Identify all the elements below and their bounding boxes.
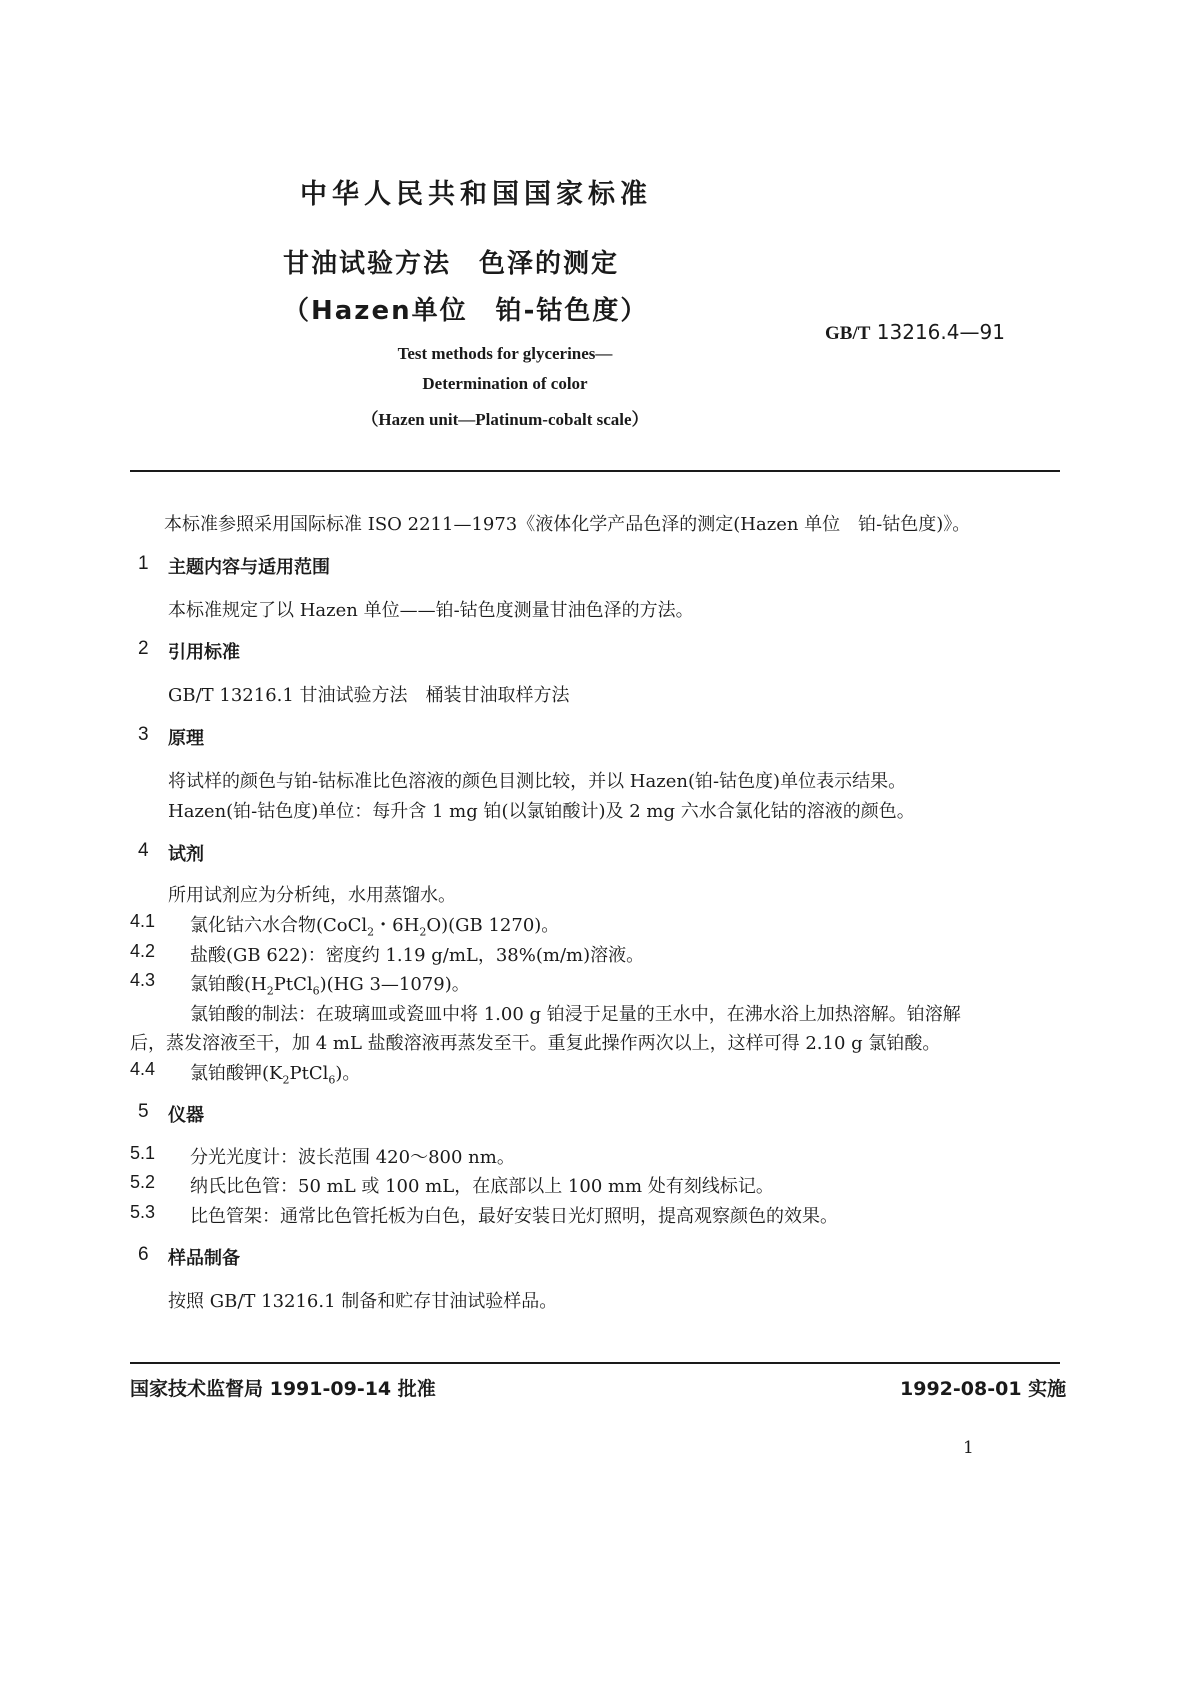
footer-divider	[130, 1362, 1060, 1364]
section-6-number: 6	[138, 1244, 149, 1265]
item-4-1-text: 氯化钴六水合物(CoCl$_2$・$6H_2O)(GB$ 1270)。	[190, 915, 560, 939]
standard-number	[825, 320, 1005, 345]
intro-paragraph: 本标准参照采用国际标准 ISO 2211—1973《液体化学产品色泽的测定(Hazen 单位 铂-钴色度)》。	[164, 514, 971, 535]
header-divider	[130, 470, 1060, 472]
item-5-1-number: 5.1	[130, 1143, 156, 1163]
section-3-text-line2: Hazen(铂-钴色度)单位：每升含 1 mg 铂(以氯铂酸计)及 2 mg 六水合氯化钴的溶液的颜色。	[168, 801, 915, 822]
item-4-3-number: 4.3	[130, 970, 156, 990]
item-4-3-text: 氯铂酸$(H_2PtCl_6)(HG$ 3—1079)。	[190, 974, 470, 998]
english-title-line3: （Hazen unit—Platinum-cobalt scale）	[361, 410, 649, 429]
document-title-line2: （Hazen单位 铂-钴色度）	[283, 296, 649, 326]
item-4-4-number: 4.4	[130, 1059, 156, 1079]
item-4-3-prep-line2: 后，蒸发溶液至干，加 4 mL 盐酸溶液再蒸发至干。重复此操作两次以上，这样可得 2.10 g 氯铂酸。	[130, 1033, 941, 1054]
item-5-3-number: 5.3	[130, 1202, 156, 1222]
item-4-4-text: 氯铂酸钾$(K_2PtCl_6)$。	[190, 1063, 361, 1087]
document-title-line1: 甘油试验方法 色泽的测定	[283, 249, 620, 279]
item-5-2-number: 5.2	[130, 1172, 156, 1192]
section-1-number: 1	[138, 553, 149, 574]
item-5-1-text: 分光光度计：波长范围 420～800 nm。	[190, 1147, 515, 1168]
section-5-title: 仪器	[168, 1105, 204, 1126]
section-2-text: GB/T 13216.1 甘油试验方法 桶装甘油取样方法	[168, 685, 570, 706]
english-title-line2: Determination of color	[422, 374, 588, 393]
section-3-title: 原理	[168, 728, 204, 749]
section-2-number: 2	[138, 638, 149, 659]
section-6-title: 样品制备	[168, 1248, 240, 1269]
section-2-title: 引用标准	[168, 642, 240, 663]
standard-code: 13216.4—91	[876, 320, 1005, 344]
english-title-line1: Test methods for glycerines—	[397, 344, 613, 363]
effective-date: 1992-08-01 实施	[900, 1378, 1067, 1400]
national-standard-heading: 中华人民共和国国家标准	[300, 179, 652, 210]
section-6-text: 按照 GB/T 13216.1 制备和贮存甘油试验样品。	[168, 1291, 558, 1312]
approval-date: 国家技术监督局 1991-09-14 批准	[130, 1378, 436, 1400]
item-4-2-number: 4.2	[130, 941, 156, 961]
section-3-number: 3	[138, 724, 149, 745]
item-4-2-text: 盐酸(GB 622)：密度约 1.19 g/mL，38%(m/m)溶液。	[190, 945, 645, 966]
item-5-2-text: 纳氏比色管：50 mL 或 100 mL，在底部以上 100 mm 处有刻线标记。	[190, 1176, 774, 1197]
item-5-3-text: 比色管架：通常比色管托板为白色，最好安装日光灯照明，提高观察颜色的效果。	[190, 1206, 838, 1227]
section-1-text: 本标准规定了以 Hazen 单位——铂-钴色度测量甘油色泽的方法。	[168, 600, 694, 621]
section-1-title: 主题内容与适用范围	[168, 557, 330, 578]
section-4-title: 试剂	[168, 844, 204, 865]
page-number: 1	[963, 1438, 974, 1458]
item-4-3-prep-line1: 氯铂酸的制法：在玻璃皿或瓷皿中将 1.00 g 铂浸于足量的王水中，在沸水浴上加热溶解。铂溶解	[190, 1004, 961, 1025]
section-4-text: 所用试剂应为分析纯，水用蒸馏水。	[168, 885, 456, 906]
section-4-number: 4	[138, 840, 149, 861]
section-5-number: 5	[138, 1101, 149, 1122]
item-4-1-number: 4.1	[130, 911, 156, 931]
section-3-text-line1: 将试样的颜色与铂-钴标准比色溶液的颜色目测比较，并以 Hazen(铂-钴色度)单位表示结果。	[168, 771, 907, 792]
standard-prefix: GB/T	[825, 323, 871, 344]
